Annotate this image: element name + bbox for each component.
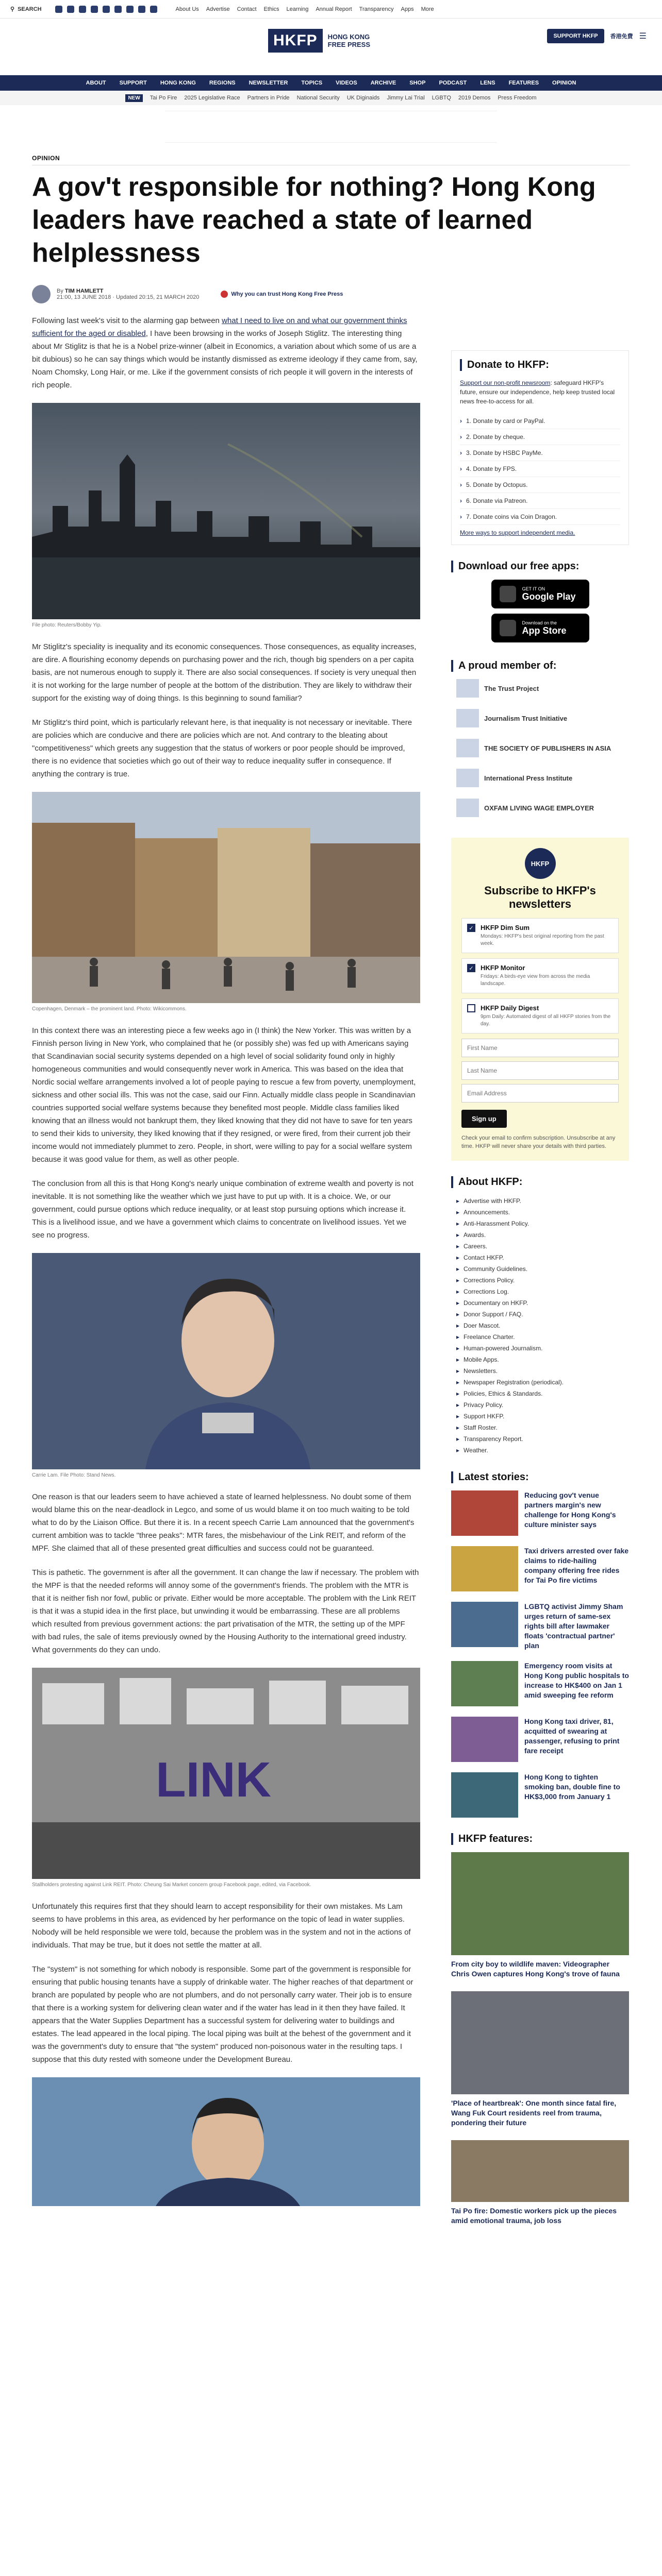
paragraph: Mr Stiglitz's speciality is inequality and its economic consequences. Those consequences, as equality increases, are dire. A flourishing economy depends on purchasing power and the rich, though big spenders on a per capita basis, are not numerous enough to supply it. There are also social consequences. If society is very unequal then it is not working for the large number of people at the bottom of the distribution. They are likely to withdraw their support for the existing way of doing things. Is this beginning to sound familiar? [32, 642, 417, 703]
features-box [451, 1833, 629, 2226]
bullet-icon: ▸ [456, 1356, 460, 1363]
telegram-icon[interactable] [126, 6, 134, 13]
email-field[interactable] [461, 1084, 619, 1103]
feature-thumbnail[interactable] [451, 2140, 629, 2202]
donate-intro [460, 378, 620, 406]
feature-story[interactable] [451, 1991, 629, 2128]
partner-name: OXFAM LIVING WAGE EMPLOYER [484, 804, 594, 812]
logo-mark: HKFP [268, 29, 323, 53]
byline-prefix: By [57, 288, 63, 294]
about-link[interactable] [456, 1275, 629, 1286]
about-link[interactable] [456, 1195, 629, 1207]
support-hkfp-button[interactable]: SUPPORT HKFP [547, 29, 604, 43]
story-headline[interactable]: Emergency room visits at Hong Kong public hospitals to increase to HK$400 on Jan 1 amid sweeping fee reform [524, 1662, 629, 1699]
paragraph [32, 314, 420, 392]
feature-headline[interactable]: Tai Po fire: Domestic workers pick up the pieces amid emotional trauma, job loss [451, 2207, 617, 2225]
trending-item[interactable]: Jimmy Lai Trial [387, 95, 425, 101]
first-name-field[interactable] [461, 1039, 619, 1057]
latest-story[interactable] [451, 1717, 629, 1762]
about-link[interactable] [456, 1377, 629, 1388]
about-link[interactable] [456, 1331, 629, 1343]
nav-support[interactable]: SUPPORT [119, 80, 147, 86]
checkbox[interactable] [467, 1004, 475, 1012]
about-link[interactable] [456, 1207, 629, 1218]
donate-option-label: 2. Donate by cheque. [466, 433, 525, 440]
about-link[interactable] [456, 1411, 629, 1422]
donate-option[interactable] [460, 461, 620, 477]
feature-story[interactable] [451, 1852, 629, 1979]
about-title: About HKFP: [451, 1176, 629, 1188]
partners-title: A proud member of: [451, 660, 629, 672]
bullet-icon: ▸ [456, 1447, 460, 1454]
photo-caption: File photo: Reuters/Bobby Yip. [32, 622, 102, 628]
chevron-right-icon: › [460, 433, 462, 440]
partner-logo[interactable] [456, 679, 629, 698]
about-link[interactable] [456, 1399, 629, 1411]
paragraph: Unfortunately this requires first that they should learn to accept responsibility for their own mistakes. Ms Lam seems to have problems in this area, as evidenced by her performance on the topic of lead in water supplies. Nobody will be held responsible we were told, because the problem was in the system and not in the actions of individuals. That may be true, but it does not settle the matter at all. [32, 1902, 411, 1950]
header-actions [547, 29, 647, 43]
instagram-icon[interactable] [79, 6, 86, 13]
about-link-label: Support HKFP. [464, 1413, 505, 1420]
trending-item[interactable]: National Security [296, 95, 340, 101]
nav-regions[interactable]: REGIONS [209, 80, 236, 86]
about-link-label: Corrections Log. [464, 1288, 509, 1295]
app-store-big: App Store [522, 625, 567, 636]
donate-option-label: 5. Donate by Octopus. [466, 481, 528, 488]
oxfam-icon [456, 799, 479, 817]
top-link-about[interactable]: About Us [175, 6, 199, 12]
paragraph: In this context there was an interesting piece a few weeks ago in (I think) the New Yorker. This was written by a Finnish person living in New York, who complained that he (or possibly she) was fed up with Americans saying that Scandinavian social security systems depended on a high level of social solidarity found only in highly homogeneous communities and would consequently never work in America. This was based on the idea that Nordic social welfare arrangements involved a lot of people paying to rescue a few from poverty, unemployment, sickness and other social ills. This was not the case, said our Finn. Actually middle class people in Scandinavian countries supported social welfare systems because they benefited most people. Middle class families liked knowing that an illness would not bankrupt them, they liked knowing that they did not have to save for ten years to send their kids to university, they liked knowing that if they resigned, or were fired, from their current job their income would not immediately plummet to zero. People, in short, were willing to pay for a social welfare system because it was good value for them, as well as other people. [32, 1026, 416, 1164]
donate-option[interactable] [460, 509, 620, 525]
photo-caption: Stallholders protesting against Link REIT. Photo: Cheung Sai Market concern group Facebook page, edited, via Facebook. [32, 1882, 311, 1888]
feature-story[interactable] [451, 2140, 629, 2226]
trust-badge-icon [221, 291, 228, 298]
about-link-label: Weather. [464, 1447, 488, 1454]
about-link-label: Contact HKFP. [464, 1254, 504, 1261]
main-nav [0, 75, 662, 91]
newsletter-option-desc: Fridays: A birds-eye view from across the media landscape. [481, 974, 590, 987]
top-link-learning[interactable]: Learning [286, 6, 309, 12]
partner-logo[interactable] [456, 739, 629, 757]
trending-item[interactable]: Partners in Pride [247, 95, 290, 101]
nav-podcast[interactable]: PODCAST [439, 80, 467, 86]
about-link[interactable] [456, 1422, 629, 1433]
youtube-icon[interactable] [103, 6, 110, 13]
paragraph: Mr Stiglitz's third point, which is particularly relevant here, is that inequality is not necessary or inevitable. There are policies which are conducive and there are policies which are not. And contrary to the bleating about "competitiveness" which greets any suggestion that the status of workers or poor people should be improved, there is no evidence that societies which go out of their way to reduce inequality suffer in consequence. If anything the contrary is true. [32, 718, 412, 778]
donate-intro-text: : safeguard HKFP's future, ensure our independence, help keep trusted local news free-to-access for all. [460, 379, 615, 405]
about-link-label: Community Guidelines. [464, 1265, 528, 1273]
app-store-small: Download on the [522, 620, 557, 625]
paragraph: This is pathetic. The government is after all the government. It can change the law if necessary. The problem with the MPF is that the needed reforms will annoy some of the government's friends. The problem with the MTR is that it is neither fish nor fowl, public or private. Either would be more acceptable. The problem with the Link REIT is that it was a stupid idea in the first place, but unwinding it would be embarrassing. These are all problems which resulted from previous government actions: the part privatisation of the MTR, the setting up of the MPF with bad rules, the sale of items previously owned by the Housing Authority to the international greed industry. What governments do they can undo. [32, 1568, 419, 1654]
paragraph: The conclusion from all this is that Hong Kong's nearly unique combination of extreme wealth and poverty is not inevitable. It is not something like the weather which we just have to put up with. It is a choice. We, or our government, could pursue options which reduce inequality, or at least stop pursuing options which increase it. This is a livelihood issue, and we have a government which claims to concentrate on livelihood issues. Yet we see no progress. [32, 1179, 413, 1240]
feature-headline[interactable]: 'Place of heartbreak': One month since fatal fire, Wang Fuk Court residents reel from trauma, pondering their future [451, 2099, 617, 2127]
paragraph: One reason is that our leaders seem to have achieved a state of learned helplessness. No doubt some of them would blame this on the near-deadlock in Legco, and some of us would blame it on too much waiting to be told what to do by the Liaison Office. But there it is. In a recent speech Carrie Lam announced that the government's current ambition was to tackle "three peaks": MTR fares, the misbehaviour of the Link REIT, and reform of the MPF. She claimed that all of these presented great difficulties and success could not be guaranteed. [32, 1493, 415, 1553]
about-link[interactable] [456, 1445, 629, 1456]
newsletter-logo-icon: HKFP [525, 848, 556, 879]
bullet-icon: ▸ [456, 1277, 460, 1284]
article-body [32, 314, 420, 2206]
bullet-icon: ▸ [456, 1231, 460, 1239]
partner-name: International Press Institute [484, 774, 573, 782]
story-headline[interactable]: LGBTQ activist Jimmy Sham urges return of same-sex rights bill after lawmaker floats 'contractual partner' plan [524, 1602, 623, 1650]
bullet-icon: ▸ [456, 1299, 460, 1307]
photo-official [32, 2077, 420, 2206]
latest-story[interactable] [451, 1772, 629, 1818]
nav-videos[interactable]: VIDEOS [336, 80, 357, 86]
about-link-label: Newsletters. [464, 1367, 498, 1375]
story-thumbnail[interactable] [451, 1602, 518, 1647]
about-link-label: Policies, Ethics & Standards. [464, 1390, 543, 1397]
bullet-icon: ▸ [456, 1197, 460, 1205]
story-thumbnail[interactable] [451, 1490, 518, 1536]
nav-opinion[interactable]: OPINION [552, 80, 576, 86]
bullet-icon: ▸ [456, 1413, 460, 1420]
features-title: HKFP features: [451, 1833, 629, 1845]
donate-option-label: 4. Donate by FPS. [466, 465, 517, 472]
bullet-icon: ▸ [456, 1401, 460, 1409]
trending-item[interactable]: UK Diginaids [346, 95, 380, 101]
donate-option[interactable] [460, 493, 620, 509]
search-label: SEARCH [18, 6, 42, 12]
official-image [32, 2077, 420, 2206]
protest-sign-text: LINK [156, 1752, 271, 1807]
trust-project-icon [456, 679, 479, 698]
nav-archive[interactable]: ARCHIVE [370, 80, 396, 86]
logo-line-1: HONG KONG [327, 33, 370, 41]
article-dates: 21:00, 13 JUNE 2018 · Updated 20:15, 21 MARCH 2020 [57, 294, 200, 300]
bullet-icon: ▸ [456, 1243, 460, 1250]
top-link-contact[interactable]: Contact [237, 6, 257, 12]
threads-icon[interactable] [91, 6, 98, 13]
article-title: A gov't responsible for nothing? Hong Kong leaders have reached a state of learned helplessness [32, 172, 596, 268]
bullet-icon: ▸ [456, 1220, 460, 1227]
about-link[interactable] [456, 1343, 629, 1354]
about-link-label: Donor Support / FAQ. [464, 1311, 523, 1318]
google-play-big: Google Play [522, 591, 576, 602]
latest-stories-box [451, 1471, 629, 1818]
donate-more-link[interactable]: More ways to support independent media. [460, 529, 575, 536]
latest-story[interactable] [451, 1602, 629, 1651]
google-play-icon [500, 586, 516, 602]
chevron-right-icon: › [460, 497, 462, 504]
donate-option[interactable] [460, 477, 620, 493]
about-link[interactable] [456, 1354, 629, 1365]
donate-option-label: 3. Donate by HSBC PayMe. [466, 449, 543, 456]
linkedin-icon[interactable] [114, 6, 122, 13]
newsletter-option-desc: 9pm Daily: Automated digest of all HKFP stories from the day. [481, 1014, 611, 1027]
checkbox[interactable]: ✓ [467, 924, 475, 932]
site-logo[interactable] [268, 29, 370, 53]
author-link[interactable]: TIM HAMLETT [64, 288, 104, 294]
logo-wordmark [328, 33, 370, 48]
x-twitter-icon[interactable] [67, 6, 74, 13]
bullet-icon: ▸ [456, 1209, 460, 1216]
bullet-icon: ▸ [456, 1390, 460, 1397]
about-link-label: Awards. [464, 1231, 486, 1239]
donate-option-label: 1. Donate by card or PayPal. [466, 417, 545, 425]
about-link-label: Doer Mascot. [464, 1322, 501, 1329]
portrait-image [32, 1253, 420, 1469]
apple-icon [500, 620, 516, 636]
donate-box [451, 350, 629, 545]
about-link-label: Announcements. [464, 1209, 510, 1216]
google-play-button[interactable] [491, 580, 589, 608]
about-link[interactable] [456, 1388, 629, 1399]
photo-copenhagen [32, 792, 420, 1003]
about-box [451, 1176, 629, 1456]
google-play-small: GET IT ON [522, 586, 545, 591]
partners-list [451, 679, 629, 817]
partner-name: Journalism Trust Initiative [484, 714, 568, 722]
partner-name: THE SOCIETY OF PUBLISHERS IN ASIA [484, 744, 611, 752]
story-thumbnail[interactable] [451, 1772, 518, 1818]
trending-item[interactable]: 2025 Legislative Race [184, 95, 240, 101]
story-headline[interactable]: Hong Kong taxi driver, 81, acquitted of swearing at passenger, refusing to print fare receipt [524, 1717, 620, 1755]
chinese-language-link[interactable]: 香港免費 [610, 33, 633, 40]
latest-title: Latest stories: [451, 1471, 629, 1483]
bullet-icon: ▸ [456, 1265, 460, 1273]
top-link-transparency[interactable]: Transparency [359, 6, 394, 12]
about-link-label: Mobile Apps. [464, 1356, 499, 1363]
photo-carrie-lam [32, 1253, 420, 1469]
donate-intro-link[interactable]: Support our non-profit newsroom [460, 379, 551, 386]
story-thumbnail[interactable] [451, 1546, 518, 1591]
about-link-label: Freelance Charter. [464, 1333, 515, 1341]
sign-up-button[interactable]: Sign up [461, 1110, 507, 1128]
trending-bar [0, 91, 662, 105]
story-thumbnail[interactable] [451, 1661, 518, 1706]
donate-option[interactable] [460, 429, 620, 445]
last-name-field[interactable] [461, 1061, 619, 1080]
bullet-icon: ▸ [456, 1424, 460, 1431]
rss-icon[interactable] [150, 6, 157, 13]
trending-new-badge: NEW [125, 94, 142, 102]
inline-link[interactable]: what I need to live on and what our government thinks sufficient for the aged or disabled [32, 316, 407, 338]
partners-box [451, 660, 629, 817]
partner-logo[interactable] [456, 709, 629, 727]
about-link[interactable] [456, 1286, 629, 1297]
about-link[interactable] [456, 1263, 629, 1275]
chevron-right-icon: › [460, 481, 462, 488]
whatsapp-icon[interactable] [138, 6, 145, 13]
apps-title: Download our free apps: [451, 561, 629, 572]
byline [32, 285, 630, 303]
bullet-icon: ▸ [456, 1379, 460, 1386]
top-link-annual-report[interactable]: Annual Report [316, 6, 352, 12]
nav-topics[interactable]: TOPICS [301, 80, 323, 86]
trending-item[interactable]: LGBTQ [432, 95, 451, 101]
about-list [451, 1195, 629, 1456]
social-icons [55, 6, 157, 13]
photo-skyline [32, 403, 420, 619]
nav-lens[interactable]: LENS [480, 80, 495, 86]
bullet-icon: ▸ [456, 1435, 460, 1443]
paragraph-text: Following last week's visit to the alarming gap between [32, 316, 222, 325]
about-link-label: Careers. [464, 1243, 488, 1250]
paragraph-text: , I have been browsing in the works of Joseph Stiglitz. The interesting thing about Mr Stiglitz is that he is a Nobel prize-winner (albeit in Economics, a variation about which some of us are a bit dubious) so he can say things which would be instantly dismissed as extreme ideology if they came from, say, Noam Chomsky, Long Hair, or me. Like if the government consists of rich people it will govern in the interests of rich people. [32, 329, 418, 389]
latest-story[interactable] [451, 1490, 629, 1536]
menu-icon[interactable]: ☰ [639, 32, 647, 41]
about-link-label: Documentary on HKFP. [464, 1299, 528, 1307]
photo-caption: Carrie Lam. File Photo: Stand News. [32, 1472, 116, 1478]
latest-list [451, 1490, 629, 1818]
section-label[interactable]: OPINION [32, 155, 630, 165]
about-link[interactable] [456, 1252, 629, 1263]
bullet-icon: ▸ [456, 1254, 460, 1261]
about-link[interactable] [456, 1309, 629, 1320]
article-header [32, 155, 630, 303]
sopa-icon [456, 739, 479, 757]
newsletter-option-desc: Mondays: HKFP's best original reporting from the past week. [481, 934, 604, 946]
sidebar [451, 350, 629, 2238]
trust-link-label: Why you can trust Hong Kong Free Press [231, 291, 343, 297]
chevron-right-icon: › [460, 513, 462, 520]
newsletter-title: Subscribe to HKFP's newsletters [484, 884, 596, 910]
partner-logo[interactable] [456, 799, 629, 817]
latest-story[interactable] [451, 1661, 629, 1706]
top-link-apps[interactable]: Apps [401, 6, 414, 12]
newsletter-note: Check your email to confirm subscription. Unsubscribe at any time. HKFP will never share your details with third parties. [461, 1135, 616, 1149]
latest-story[interactable] [451, 1546, 629, 1591]
newsletter-option[interactable] [461, 918, 619, 953]
app-store-button[interactable] [491, 614, 589, 642]
story-headline[interactable]: Taxi drivers arrested over fake claims to ride-hailing company offering free rides for Tai Po fire victims [524, 1547, 629, 1584]
top-link-advertise[interactable]: Advertise [206, 6, 230, 12]
newsletter-option[interactable] [461, 958, 619, 993]
about-link-label: Newspaper Registration (periodical). [464, 1379, 564, 1386]
newsletter-option-name: HKFP Monitor [481, 964, 525, 972]
about-link-label: Human-powered Journalism. [464, 1345, 543, 1352]
nav-shop[interactable]: SHOP [409, 80, 426, 86]
top-link-ethics[interactable]: Ethics [263, 6, 279, 12]
bullet-icon: ▸ [456, 1288, 460, 1295]
about-link[interactable] [456, 1218, 629, 1229]
about-link[interactable] [456, 1297, 629, 1309]
protest-image [32, 1668, 420, 1879]
nav-newsletter[interactable]: NEWSLETTER [249, 80, 288, 86]
about-link-label: Advertise with HKFP. [464, 1197, 521, 1205]
bullet-icon: ▸ [456, 1367, 460, 1375]
ipi-icon [456, 769, 479, 787]
bullet-icon: ▸ [456, 1333, 460, 1341]
apps-box [451, 561, 629, 642]
chevron-right-icon: › [460, 465, 462, 472]
ad-slot [165, 111, 497, 143]
trending-item[interactable]: 2019 Demos [458, 95, 491, 101]
facebook-icon[interactable] [55, 6, 62, 13]
about-link[interactable] [456, 1241, 629, 1252]
skyline-image [32, 403, 420, 619]
feature-thumbnail[interactable] [451, 1991, 629, 2094]
donate-title: Donate to HKFP: [460, 359, 620, 371]
about-link-label: Transparency Report. [464, 1435, 523, 1443]
paragraph: The "system" is not something for which nobody is responsible. Some part of the government is responsible for ensuring that public housing tenants have a supply of drinkable water. The higher reaches of that department or branch are populated by people who are not plumbers, and do not personally carry water. Their job is to ensure that there is a working system for delivering clean water and if the water has lead in it then they have failed. It appears that the Water Supplies Department has a successful system for delivering water to buildings and estates. The lead appeared in the local piping. The local piping was built at the behest of the government and it was the government's duty to ensure that "the system" produced non-poisonous water in the resulting taps. I suppose that this duty rested with someone under the Development Bureau. [32, 1965, 413, 2064]
story-thumbnail[interactable] [451, 1717, 518, 1762]
checkbox[interactable]: ✓ [467, 964, 475, 972]
feature-thumbnail[interactable] [451, 1852, 629, 1955]
newsletter-option-name: HKFP Daily Digest [481, 1004, 539, 1012]
chevron-right-icon: › [460, 449, 462, 456]
photo-caption: Copenhagen, Denmark – the prominent land. Photo: Wikicommons. [32, 1006, 187, 1012]
nav-features[interactable]: FEATURES [508, 80, 539, 86]
about-link[interactable] [456, 1229, 629, 1241]
donate-option[interactable] [460, 413, 620, 429]
bullet-icon: ▸ [456, 1322, 460, 1329]
bullet-icon: ▸ [456, 1311, 460, 1318]
top-link-more[interactable]: More [421, 6, 434, 12]
partner-name: The Trust Project [484, 684, 539, 692]
story-headline[interactable]: Hong Kong to tighten smoking ban, double fine to HK$3,000 from January 1 [524, 1773, 620, 1801]
about-link[interactable] [456, 1433, 629, 1445]
bullet-icon: ▸ [456, 1345, 460, 1352]
story-headline[interactable]: Reducing gov't venue partners margin's new challenge for Hong Kong's culture minister says [524, 1491, 616, 1529]
donate-option-label: 7. Donate coins via Coin Dragon. [466, 513, 557, 520]
nav-hong-kong[interactable]: HONG KONG [160, 80, 196, 86]
about-link-label: Corrections Policy. [464, 1277, 515, 1284]
chevron-right-icon: › [460, 417, 462, 425]
byline-text [57, 288, 199, 300]
donate-option-label: 6. Donate via Patreon. [466, 497, 528, 504]
trust-link[interactable] [221, 291, 343, 298]
top-links [176, 6, 434, 12]
logo-line-2: FREE PRESS [327, 41, 371, 48]
top-utility-bar [0, 0, 662, 19]
photo-link-protest [32, 1668, 420, 1879]
donate-option[interactable] [460, 445, 620, 461]
street-image [32, 792, 420, 1003]
author-avatar [32, 285, 51, 303]
newsletter-box [451, 838, 629, 1161]
jti-icon [456, 709, 479, 727]
trending-item[interactable]: Press Freedom [498, 95, 537, 101]
about-link-label: Staff Roster. [464, 1424, 498, 1431]
newsletter-option[interactable] [461, 998, 619, 1033]
top-search[interactable] [10, 6, 42, 12]
nav-about[interactable]: ABOUT [86, 80, 106, 86]
about-link[interactable] [456, 1365, 629, 1377]
about-link-label: Privacy Policy. [464, 1401, 504, 1409]
newsletter-option-name: HKFP Dim Sum [481, 924, 530, 931]
search-icon: ⚲ [10, 6, 15, 12]
features-list [451, 1852, 629, 2226]
about-link-label: Anti-Harassment Policy. [464, 1220, 529, 1227]
partner-logo[interactable] [456, 769, 629, 787]
trending-item[interactable]: Tai Po Fire [150, 95, 177, 101]
feature-headline[interactable]: From city boy to wildlife maven: Videographer Chris Owen captures Hong Kong's trove of fauna [451, 1960, 620, 1978]
about-link[interactable] [456, 1320, 629, 1331]
